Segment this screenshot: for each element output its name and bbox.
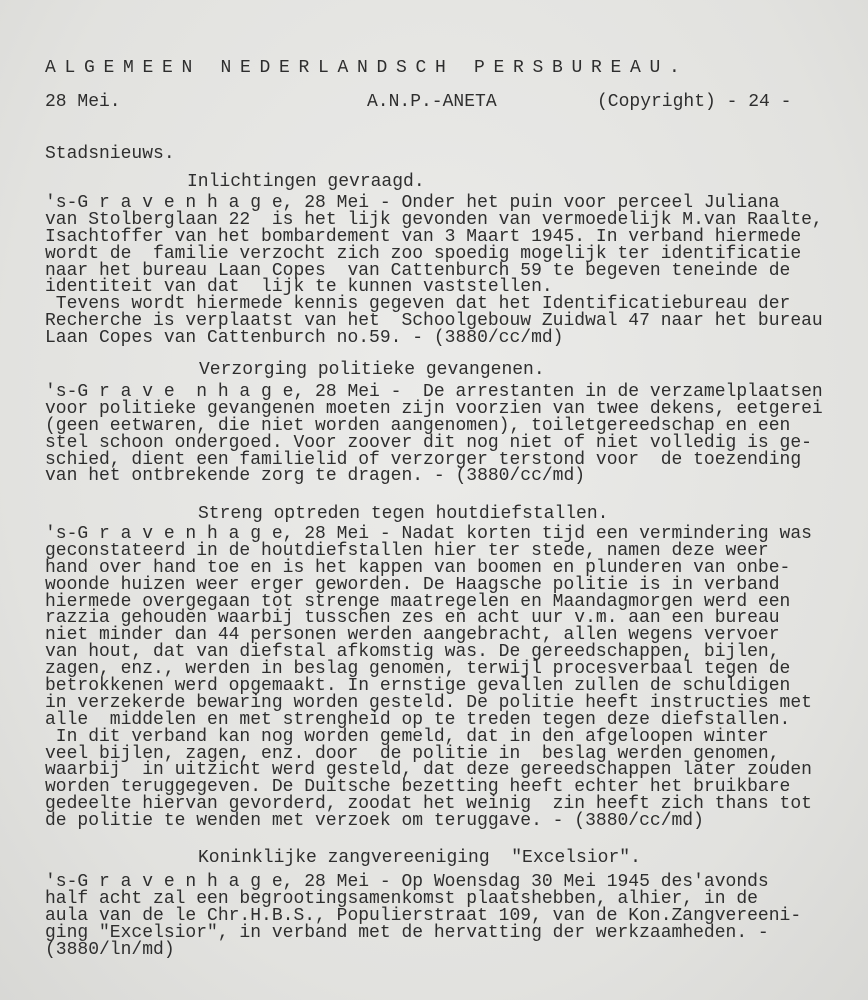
text-line: 's-G r a v e n h a g e, 28 Mei - Op Woensdag 30 Mei 1945 des'avonds [45,872,769,892]
text-line: voor politieke gevangenen moeten zijn voorzien van twee dekens, eetgerei [45,398,823,419]
text-line: alle middelen en met strengheid op te treden tegen deze diefstallen. [45,709,791,730]
text-line: woonde huizen weer erger geworden. De Haagsche politie is in verband [45,574,780,595]
article-title: Streng optreden tegen houtdiefstallen. [198,504,609,524]
text-line: in verzekerde bewaring worden gesteld. De politie heeft instructies met [45,692,812,713]
article-title: Koninklijke zangvereeniging "Excelsior". [198,848,641,868]
text-line: Recherche is verplaatst van het Schoolgebouw Zuidwal 47 naar het bureau [45,311,823,332]
text-line: (geen eetwaren, die niet worden aangenomen), toiletgereedschap en een [45,415,791,436]
article-body [45,384,823,485]
text-line: wordt de familie verzocht zich zoo spoedig mogelijk ter identificatie [45,243,802,264]
text-line: stel schoon ondergoed. Voor zoover dit nog niet of niet volledig is ge- [45,432,812,453]
text-line: naar het bureau Laan Copes van Cattenburch 59 te begeven teneinde de [45,260,791,281]
text-line: In dit verband kan nog worden gemeld, dat in den afgeloopen winter [45,726,769,747]
text-line: betrokkenen werd opgemaakt. In ernstige gevallen zullen de schuldigen [45,676,791,697]
article-title: Verzorging politieke gevangenen. [199,360,545,380]
text-line: van Stolberglaan 22 is het lijk gevonden van vermoedelijk M.van Raalte, [45,209,823,230]
text-line: waarbij in uitzicht werd gesteld, dat deze gereedschappen later zouden [45,760,812,781]
text-line: aula van de le Chr.H.B.S., Populierstraat 109, van de Kon.Zangvereeni- [45,905,802,926]
text-line: (3880/ln/md) [45,939,175,960]
text-line: schied, dient een familielid of verzorger terstond voor de toezending [45,449,802,470]
text-line: van het ontbrekende zorg te dragen. - (3880/cc/md) [45,466,586,487]
text-line: zagen, enz., werden in beslag genomen, terwijl procesverbaal tegen de [45,659,791,680]
text-line: niet minder dan 44 personen werden aangebracht, allen wegens vervoer [45,625,780,646]
article-body [45,195,823,347]
text-line: Tevens wordt hiermede kennis gegeven dat het Identificatiebureau der [45,294,791,315]
article-title: Inlichtingen gevraagd. [187,172,425,192]
text-line: hand over hand toe en is het kappen van boomen en plunderen van onbe- [45,557,791,578]
text-line: Laan Copes van Cattenburch no.59. - (3880/cc/md) [45,328,564,349]
text-line: ging "Excelsior", in verband met de hervatting der werkzaamheden. - [45,922,769,943]
text-line: van hout, dat van diefstal afkomstig was. De gereedschappen, bijlen, [45,642,780,663]
text-line: razzia gehouden waarbij tusschen zes en acht uur v.m. aan een bureau [45,608,780,629]
article-body [45,526,812,830]
text-line: veel bijlen, zagen, enz. door de politie in beslag werden genomen, [45,743,780,764]
text-line: hiermede overgegaan tot strenge maatregelen en Maandagmorgen werd een [45,591,791,612]
text-line: geconstateerd in de houtdiefstallen hier ter stede, namen deze weer [45,540,769,561]
text-line: identiteit van dat lijk te kunnen vaststellen. [45,277,553,298]
copyright: (Copyright) - 24 - [597,92,792,112]
text-line: 's-G r a v e n h a g e, 28 Mei - Nadat korten tijd een vermindering was [45,524,812,544]
article-body [45,874,801,958]
date: 28 Mei. [45,92,121,112]
text-line: gedeelte hiervan gevorderd, zoodat het weinig zin heeft zich thans tot [45,794,812,815]
section-title: Stadsnieuws. [45,144,175,164]
text-line: half acht zal een begrootingsamenkomst plaatshebben, alhier, in de [45,888,758,909]
text-line: Isachtoffer van het bombardement van 3 Maart 1945. In verband hiermede [45,226,802,247]
text-line: de politie te wenden met verzoek om teruggave. - (3880/cc/md) [45,811,704,832]
source: A.N.P.-ANETA [367,92,497,112]
agency-header: ALGEMEEN NEDERLANDSCH PERSBUREAU. [45,58,689,78]
text-line: worden teruggegeven. De Duitsche bezetting heeft echter het bruikbare [45,777,791,798]
text-line: 's-G r a v e n h a g e, 28 Mei - De arrestanten in de verzamelplaatsen [45,382,823,402]
text-line: 's-G r a v e n h a g e, 28 Mei - Onder het puin voor perceel Juliana [45,193,780,213]
